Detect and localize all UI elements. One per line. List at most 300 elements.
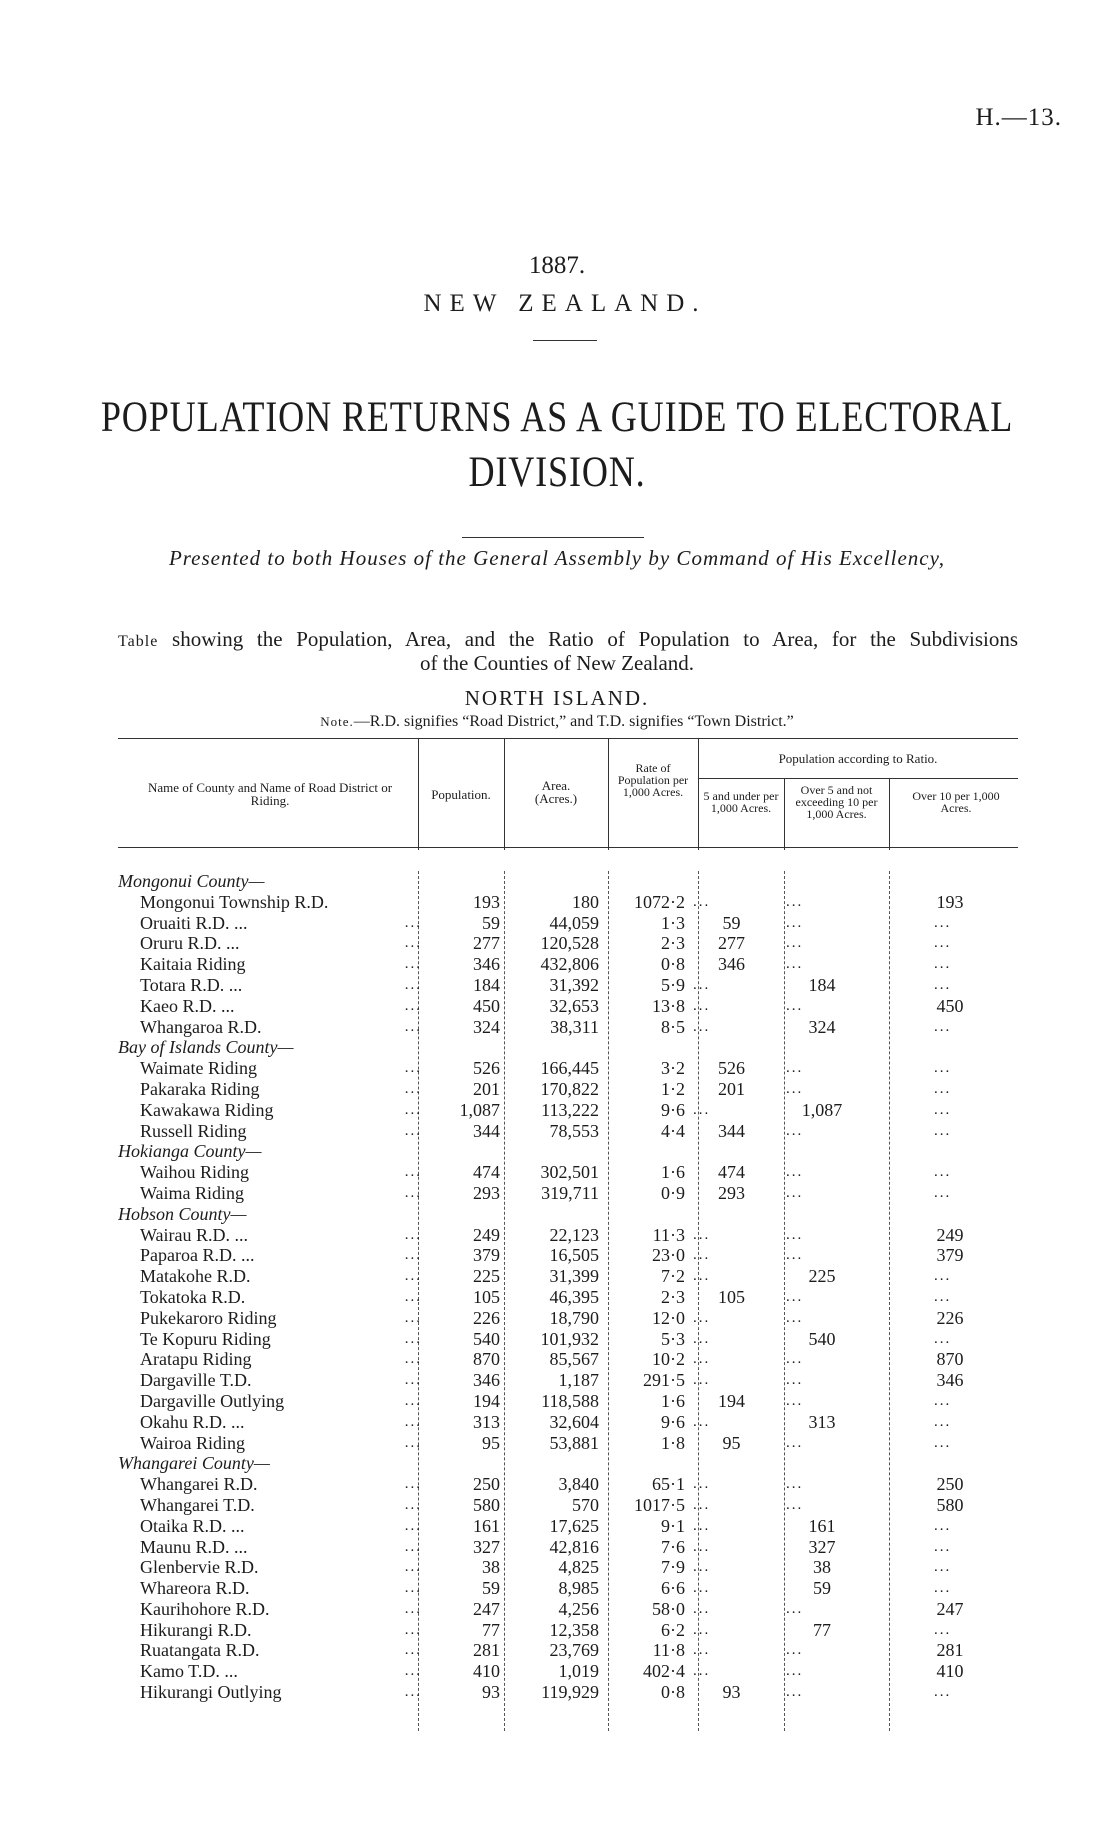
- band3-cell: 870: [936, 1349, 964, 1370]
- district-name: Glenbervie R.D.: [140, 1557, 259, 1578]
- band1-cell: ...: [693, 1600, 711, 1617]
- rate-cell: 23·0: [652, 1245, 685, 1266]
- population-cell: 281: [473, 1640, 500, 1661]
- band2-cell: ...: [786, 1247, 804, 1264]
- band3-cell: ...: [934, 1122, 952, 1139]
- band3-cell: 580: [936, 1494, 964, 1515]
- area-cell: 17,625: [549, 1515, 599, 1536]
- rate-cell: 5·9: [661, 974, 685, 995]
- band1-cell: ...: [693, 1309, 711, 1326]
- rate-cell: 1·8: [661, 1432, 685, 1453]
- rate-cell: 13·8: [652, 995, 685, 1016]
- leader-dots: ...: [404, 1413, 422, 1430]
- year-heading: 1887.: [528, 252, 586, 279]
- area-cell: 85,567: [549, 1349, 599, 1370]
- band3-cell: ...: [934, 1080, 952, 1097]
- band3-cell: ...: [934, 1018, 952, 1035]
- population-cell: 93: [482, 1682, 500, 1703]
- leader-dots: ...: [404, 1247, 422, 1264]
- band2-cell: 77: [813, 1619, 831, 1640]
- band3-cell: ...: [934, 1101, 952, 1118]
- area-cell: 120,528: [540, 933, 599, 954]
- caption-rest: showing the Population, Area, and the Ratio of Population to Area, for the Subdivisions: [158, 627, 1018, 651]
- area-cell: 23,769: [549, 1640, 599, 1661]
- rate-cell: 4·4: [661, 1120, 685, 1141]
- table-row: [118, 1682, 1018, 1703]
- leader-dots: ...: [404, 1309, 422, 1326]
- header-bottom-rule: [118, 847, 1018, 848]
- district-name: Dargaville Outlying: [140, 1390, 285, 1411]
- population-cell: 105: [473, 1286, 500, 1307]
- leader-dots: ...: [404, 1351, 422, 1368]
- table-row: [118, 975, 1018, 996]
- leader-dots: ...: [404, 1642, 422, 1659]
- title-rule: [462, 537, 644, 538]
- band1-cell: ...: [693, 976, 711, 993]
- band3-cell: 450: [936, 995, 964, 1016]
- band2-cell: ...: [786, 935, 804, 952]
- area-cell: 31,392: [549, 974, 599, 995]
- header-population: Population.: [431, 787, 491, 802]
- band2-cell: ...: [786, 1600, 804, 1617]
- table-top-rule: [118, 738, 1018, 739]
- leader-dots: ...: [404, 1060, 422, 1077]
- district-name: Otaika R.D. ...: [140, 1515, 245, 1536]
- district-name: Kawakawa Riding: [140, 1099, 274, 1120]
- district-name: Okahu R.D. ...: [140, 1411, 245, 1432]
- table-row: [118, 996, 1018, 1017]
- band1-cell: ...: [693, 1101, 711, 1118]
- district-name: Whangaroa R.D.: [140, 1016, 262, 1037]
- area-cell: 166,445: [540, 1058, 599, 1079]
- district-name: Tokatoka R.D.: [140, 1286, 246, 1307]
- band2-cell: ...: [786, 1496, 804, 1513]
- leader-dots: ...: [404, 1392, 422, 1409]
- county-name: Bay of Islands County—: [118, 1037, 294, 1058]
- population-cell: 249: [473, 1224, 500, 1245]
- band1-cell: ...: [693, 1330, 711, 1347]
- population-cell: 540: [473, 1328, 500, 1349]
- population-cell: 77: [482, 1619, 500, 1640]
- band2-cell: ...: [786, 1288, 804, 1305]
- table-row: [118, 1599, 1018, 1620]
- population-cell: 194: [473, 1390, 500, 1411]
- leader-dots: ...: [404, 935, 422, 952]
- rate-cell: 7·9: [661, 1557, 685, 1578]
- table-caption-line2: of the Counties of New Zealand.: [419, 651, 695, 675]
- table-row: [118, 913, 1018, 934]
- leader-dots: ...: [404, 1330, 422, 1347]
- table-row: [118, 1058, 1018, 1079]
- table-row: [118, 1433, 1018, 1454]
- band1-cell: 201: [718, 1078, 745, 1099]
- band2-cell: 59: [813, 1578, 831, 1599]
- band2-cell: ...: [786, 1122, 804, 1139]
- band1-cell: ...: [693, 1372, 711, 1389]
- population-cell: 59: [482, 912, 500, 933]
- table-caption-line1: [118, 627, 1018, 652]
- population-cell: 161: [473, 1515, 500, 1536]
- band2-cell: ...: [786, 1080, 804, 1097]
- rate-cell: 7·6: [661, 1536, 685, 1557]
- rate-cell: 11·8: [652, 1640, 685, 1661]
- population-cell: 346: [473, 954, 500, 975]
- area-cell: 53,881: [549, 1432, 599, 1453]
- population-cell: 184: [473, 974, 500, 995]
- band1-cell: ...: [693, 1663, 711, 1680]
- area-cell: 44,059: [549, 912, 599, 933]
- leader-dots: ...: [404, 1621, 422, 1638]
- rate-cell: 65·1: [652, 1474, 685, 1495]
- population-cell: 474: [473, 1162, 500, 1183]
- rate-cell: 12·0: [652, 1307, 685, 1328]
- table-row: [118, 1620, 1018, 1641]
- header-ratio-group: Population according to Ratio.: [778, 751, 938, 766]
- population-cell: 379: [473, 1245, 500, 1266]
- rate-cell: 0·9: [661, 1182, 685, 1203]
- district-name: Hikurangi R.D.: [140, 1619, 252, 1640]
- area-cell: 38,311: [550, 1016, 599, 1037]
- rate-cell: 1017·5: [634, 1494, 685, 1515]
- leader-dots: ...: [404, 956, 422, 973]
- band2-cell: 184: [808, 974, 836, 995]
- rate-cell: 58·0: [652, 1598, 685, 1619]
- leader-dots: ...: [404, 1184, 422, 1201]
- table-row: [118, 1661, 1018, 1682]
- band3-cell: ...: [934, 1538, 952, 1555]
- group-header-rule: [698, 778, 1018, 779]
- district-name: Matakohe R.D.: [140, 1266, 251, 1287]
- district-name: Hikurangi Outlying: [140, 1682, 282, 1703]
- rate-cell: 1·6: [661, 1162, 685, 1183]
- document-title-line1: POPULATION RETURNS AS A GUIDE TO ELECTORAL: [100, 394, 1014, 441]
- table-row: [118, 1495, 1018, 1516]
- band2-cell: ...: [786, 893, 804, 910]
- population-cell: 201: [473, 1078, 500, 1099]
- leader-dots: ...: [404, 1580, 422, 1597]
- band1-cell: 346: [718, 954, 745, 975]
- band1-cell: ...: [693, 1580, 711, 1597]
- rate-cell: 8·5: [661, 1016, 685, 1037]
- county-heading-row: [118, 1037, 1018, 1058]
- band1-cell: ...: [693, 1642, 711, 1659]
- district-name: Mongonui Township R.D.: [140, 891, 329, 912]
- band2-cell: ...: [786, 1226, 804, 1243]
- table-row: [118, 1017, 1018, 1038]
- district-name: Te Kopuru Riding: [140, 1328, 271, 1349]
- rate-cell: 9·6: [661, 1411, 685, 1432]
- leader-dots: ...: [404, 1226, 422, 1243]
- band1-cell: ...: [693, 1517, 711, 1534]
- island-heading: NORTH ISLAND.: [464, 686, 650, 710]
- area-cell: 1,187: [558, 1370, 599, 1391]
- presented-line: Presented to both Houses of the General Assembly by Command of His Excellency,: [168, 546, 946, 570]
- table-note: [0, 713, 1114, 731]
- rate-cell: 10·2: [652, 1349, 685, 1370]
- document-title-line2: DIVISION.: [468, 449, 646, 496]
- rate-cell: 9·1: [661, 1515, 685, 1536]
- leader-dots: ...: [404, 1538, 422, 1555]
- band1-cell: 526: [718, 1058, 745, 1079]
- band2-cell: 38: [813, 1557, 831, 1578]
- band1-cell: ...: [693, 1476, 711, 1493]
- short-rule: [533, 340, 597, 341]
- rate-cell: 0·8: [661, 1682, 685, 1703]
- band3-cell: ...: [934, 935, 952, 952]
- table-row: [118, 1640, 1018, 1661]
- band2-cell: ...: [786, 1434, 804, 1451]
- area-cell: 570: [572, 1494, 599, 1515]
- rate-cell: 6·6: [661, 1578, 685, 1599]
- area-cell: 101,932: [540, 1328, 599, 1349]
- col-divider: [608, 738, 609, 850]
- district-name: Totara R.D. ...: [140, 974, 243, 995]
- table-row: [118, 1329, 1018, 1350]
- note-rest: —R.D. signifies “Road District,” and T.D. signifies “Town District.”: [353, 713, 794, 730]
- rate-cell: 402·4: [643, 1661, 685, 1682]
- band3-cell: ...: [934, 1517, 952, 1534]
- band3-cell: 193: [936, 891, 964, 912]
- band3-cell: ...: [934, 914, 952, 931]
- area-cell: 8,985: [558, 1578, 599, 1599]
- band1-cell: 105: [718, 1286, 745, 1307]
- leader-dots: ...: [404, 1496, 422, 1513]
- rate-cell: 0·8: [661, 954, 685, 975]
- band1-cell: ...: [693, 1559, 711, 1576]
- rate-cell: 291·5: [643, 1370, 685, 1391]
- table-row: [118, 1308, 1018, 1329]
- band1-cell: 95: [722, 1432, 741, 1453]
- population-cell: 247: [473, 1598, 500, 1619]
- table-row: [118, 892, 1018, 913]
- band1-cell: ...: [693, 1621, 711, 1638]
- district-name: Paparoa R.D. ...: [140, 1245, 255, 1266]
- rate-cell: 11·3: [652, 1224, 685, 1245]
- district-name: Kaeo R.D. ...: [140, 995, 235, 1016]
- district-name: Wairau R.D. ...: [140, 1224, 249, 1245]
- header-band1: 5 and under per 1,000 Acres.: [703, 789, 779, 815]
- population-cell: 225: [473, 1266, 500, 1287]
- band3-cell: 250: [936, 1474, 964, 1495]
- area-cell: 16,505: [549, 1245, 599, 1266]
- band2-cell: ...: [786, 1642, 804, 1659]
- band2-cell: ...: [786, 1476, 804, 1493]
- area-cell: 32,604: [549, 1411, 599, 1432]
- col-divider: [504, 738, 505, 850]
- band1-cell: ...: [693, 893, 711, 910]
- population-cell: 327: [473, 1536, 500, 1557]
- band2-cell: ...: [786, 1392, 804, 1409]
- county-name: Whangarei County—: [118, 1453, 270, 1474]
- table-row: [118, 1557, 1018, 1578]
- band3-cell: ...: [934, 1184, 952, 1201]
- rate-cell: 1·2: [661, 1078, 685, 1099]
- band3-cell: ...: [934, 976, 952, 993]
- band3-cell: ...: [934, 1060, 952, 1077]
- county-heading-row: [118, 871, 1018, 892]
- band3-cell: 249: [936, 1224, 964, 1245]
- population-cell: 450: [473, 995, 500, 1016]
- table-row: [118, 1349, 1018, 1370]
- leader-dots: ...: [404, 1476, 422, 1493]
- band2-cell: 324: [808, 1016, 836, 1037]
- district-name: Oruaiti R.D. ...: [140, 912, 248, 933]
- population-cell: 313: [473, 1411, 500, 1432]
- district-name: Maunu R.D. ...: [140, 1536, 248, 1557]
- district-name: Waimate Riding: [140, 1058, 258, 1079]
- band3-cell: ...: [934, 1164, 952, 1181]
- leader-dots: ...: [404, 997, 422, 1014]
- population-cell: 580: [473, 1494, 500, 1515]
- header-band3: Over 10 per 1,000 Acres.: [912, 789, 1000, 815]
- band2-cell: ...: [786, 1684, 804, 1701]
- leader-dots: ...: [404, 1101, 422, 1118]
- band3-cell: ...: [934, 1434, 952, 1451]
- leader-dots: ...: [404, 1559, 422, 1576]
- band2-cell: ...: [786, 914, 804, 931]
- leader-dots: ...: [404, 1122, 422, 1139]
- band3-cell: 226: [936, 1307, 964, 1328]
- band1-cell: 59: [722, 912, 741, 933]
- district-name: Wairoa Riding: [140, 1432, 246, 1453]
- table-row: [118, 954, 1018, 975]
- rate-cell: 2·3: [661, 933, 685, 954]
- leader-dots: ...: [404, 1600, 422, 1617]
- rate-cell: 9·6: [661, 1099, 685, 1120]
- table-row: [118, 1162, 1018, 1183]
- population-cell: 226: [473, 1307, 500, 1328]
- leader-dots: ...: [404, 1434, 422, 1451]
- table-row: [118, 1225, 1018, 1246]
- caption-lead: Table: [118, 633, 159, 650]
- rate-cell: 1·3: [661, 912, 685, 933]
- population-cell: 324: [473, 1016, 500, 1037]
- band2-cell: ...: [786, 1060, 804, 1077]
- table-row: [118, 1100, 1018, 1121]
- band1-cell: ...: [693, 1538, 711, 1555]
- population-table: [118, 737, 1018, 1737]
- area-cell: 31,399: [549, 1266, 599, 1287]
- band1-cell: ...: [693, 1018, 711, 1035]
- band3-cell: ...: [934, 956, 952, 973]
- leader-dots: ...: [404, 1288, 422, 1305]
- population-cell: 870: [473, 1349, 500, 1370]
- area-cell: 42,816: [549, 1536, 599, 1557]
- band3-cell: ...: [934, 1580, 952, 1597]
- table-row: [118, 1079, 1018, 1100]
- rate-cell: 2·3: [661, 1286, 685, 1307]
- band1-cell: ...: [693, 1268, 711, 1285]
- band3-cell: ...: [934, 1413, 952, 1430]
- header-area: Area. (Acres.): [534, 778, 578, 806]
- population-cell: 38: [482, 1557, 500, 1578]
- county-name: Hokianga County—: [118, 1141, 262, 1162]
- area-cell: 22,123: [549, 1224, 599, 1245]
- band3-cell: 281: [936, 1640, 964, 1661]
- area-cell: 78,553: [549, 1120, 599, 1141]
- band3-cell: ...: [934, 1621, 952, 1638]
- area-cell: 12,358: [549, 1619, 599, 1640]
- country-heading: NEW ZEALAND.: [423, 290, 707, 317]
- table-row: [118, 1121, 1018, 1142]
- district-name: Whangarei T.D.: [140, 1494, 255, 1515]
- band3-cell: 247: [936, 1598, 964, 1619]
- district-name: Waihou Riding: [140, 1162, 250, 1183]
- area-cell: 170,822: [540, 1078, 599, 1099]
- header-rate: Rate of Population per 1,000 Acres.: [617, 761, 689, 799]
- area-cell: 4,825: [558, 1557, 599, 1578]
- band3-cell: ...: [934, 1330, 952, 1347]
- population-cell: 526: [473, 1058, 500, 1079]
- band3-cell: ...: [934, 1392, 952, 1409]
- district-name: Ruatangata R.D.: [140, 1640, 260, 1661]
- band1-cell: 344: [718, 1120, 745, 1141]
- band3-cell: 379: [936, 1245, 964, 1266]
- area-cell: 32,653: [549, 995, 599, 1016]
- col-divider: [784, 778, 785, 850]
- county-heading-row: [118, 1141, 1018, 1162]
- header-band2: Over 5 and not exceeding 10 per 1,000 Acres.: [795, 783, 878, 821]
- area-cell: 180: [572, 891, 599, 912]
- area-cell: 119,929: [541, 1682, 599, 1703]
- band2-cell: 313: [808, 1411, 836, 1432]
- page-reference: H.—13.: [975, 104, 1062, 131]
- population-cell: 346: [473, 1370, 500, 1391]
- band3-cell: ...: [934, 1268, 952, 1285]
- district-name: Dargaville T.D.: [140, 1370, 252, 1391]
- district-name: Pukekaroro Riding: [140, 1307, 277, 1328]
- band2-cell: ...: [786, 1663, 804, 1680]
- table-row: [118, 1516, 1018, 1537]
- population-cell: 410: [473, 1661, 500, 1682]
- band2-cell: ...: [786, 1351, 804, 1368]
- band2-cell: 540: [808, 1328, 836, 1349]
- band2-cell: ...: [786, 1372, 804, 1389]
- table-row: [118, 1391, 1018, 1412]
- band2-cell: ...: [786, 997, 804, 1014]
- band1-cell: ...: [693, 1351, 711, 1368]
- population-cell: 1,087: [459, 1099, 500, 1120]
- table-row: [118, 1578, 1018, 1599]
- district-name: Aratapu Riding: [140, 1349, 252, 1370]
- band1-cell: ...: [693, 1413, 711, 1430]
- rate-cell: 3·2: [661, 1058, 685, 1079]
- table-row: [118, 1287, 1018, 1308]
- leader-dots: ...: [404, 976, 422, 993]
- rate-cell: 5·3: [661, 1328, 685, 1349]
- population-cell: 277: [473, 933, 500, 954]
- leader-dots: ...: [404, 1080, 422, 1097]
- table-row: [118, 1183, 1018, 1204]
- band1-cell: 93: [722, 1682, 741, 1703]
- band2-cell: 161: [808, 1515, 836, 1536]
- band3-cell: 410: [936, 1661, 964, 1682]
- band2-cell: 225: [808, 1266, 836, 1287]
- district-name: Pakaraka Riding: [140, 1078, 260, 1099]
- band3-cell: ...: [934, 1288, 952, 1305]
- table-row: [118, 1370, 1018, 1391]
- band2-cell: 1,087: [801, 1099, 843, 1120]
- col-divider: [889, 778, 890, 850]
- leader-dots: ...: [404, 914, 422, 931]
- population-cell: 59: [482, 1578, 500, 1599]
- population-cell: 193: [473, 891, 500, 912]
- district-name: Kaurihohore R.D.: [140, 1598, 270, 1619]
- county-name: Hobson County—: [118, 1203, 247, 1224]
- band1-cell: 293: [718, 1182, 745, 1203]
- table-row: [118, 933, 1018, 954]
- band1-cell: ...: [693, 1247, 711, 1264]
